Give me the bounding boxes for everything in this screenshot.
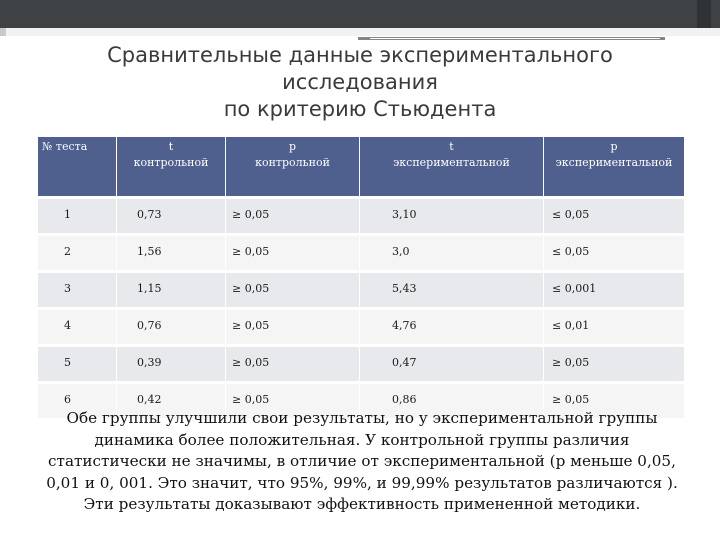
header-t-experimental-symbol: t (449, 140, 454, 153)
cell-p-experimental: ≥ 0,05 (544, 383, 685, 419)
cell-p-control: ≥ 0,05 (226, 272, 360, 309)
top-decor-gap (0, 28, 720, 36)
cell-p-experimental: ≤ 0,05 (544, 198, 685, 235)
top-decor-bar (0, 0, 720, 28)
cell-test-number: 4 (38, 309, 117, 346)
cell-t-control: 1,15 (117, 272, 226, 309)
header-p-experimental (544, 137, 685, 198)
table-row (38, 272, 685, 309)
header-p-experimental-label: экспериментальной (555, 156, 673, 169)
header-t-control-label: контрольной (133, 156, 209, 169)
cell-test-number: 3 (38, 272, 117, 309)
cell-t-control: 0,39 (117, 346, 226, 383)
slide-title: Сравнительные данные экспериментального исследования по критерию Стьюдента (107, 43, 613, 121)
cell-p-experimental: ≥ 0,05 (544, 346, 685, 383)
cell-p-control: ≥ 0,05 (226, 235, 360, 272)
header-t-control-symbol: t (168, 140, 174, 153)
cell-t-control: 0,42 (117, 383, 226, 419)
cell-p-control: ≥ 0,05 (226, 198, 360, 235)
table-row (38, 309, 685, 346)
left-accent-decor (0, 28, 6, 36)
cell-t-experimental: 0,47 (360, 346, 544, 383)
conclusion-text: Обе группы улучшили свои результаты, но у экспериментальной группы динамика более положительная. У контрольной группы различия статистически не значимы, в отличие от экспериментальной (р меньше 0,05, 0,01 и 0, 001. Это значит, что 95%, 99%, и 99,99% результатов различаются ). Эти результаты доказывают эффективность примененной методики. (46, 409, 678, 513)
cell-p-control: ≥ 0,05 (226, 346, 360, 383)
cell-t-experimental: 3,0 (360, 235, 544, 272)
cell-t-experimental: 0,86 (360, 383, 544, 419)
cell-p-experimental: ≤ 0,01 (544, 309, 685, 346)
top-corner-decor (697, 0, 711, 28)
cell-test-number: 5 (38, 346, 117, 383)
cell-t-control: 0,73 (117, 198, 226, 235)
header-p-control-label: контрольной (255, 156, 330, 169)
table-row (38, 198, 685, 235)
cell-test-number: 1 (38, 198, 117, 235)
results-table (37, 136, 685, 418)
cell-test-number: 6 (38, 383, 117, 419)
cell-t-control: 1,56 (117, 235, 226, 272)
header-p-experimental-symbol: p (610, 140, 618, 153)
cell-p-control: ≥ 0,05 (226, 383, 360, 419)
table-row (38, 346, 685, 383)
table-row (38, 235, 685, 272)
header-p-control (226, 137, 360, 198)
cell-p-experimental: ≤ 0,05 (544, 235, 685, 272)
title-decor-line-highlight (370, 38, 660, 39)
cell-t-control: 0,76 (117, 309, 226, 346)
cell-test-number: 2 (38, 235, 117, 272)
header-test-number-label: № теста (42, 140, 88, 153)
header-t-experimental-label: экспериментальной (393, 156, 510, 169)
header-p-control-symbol: p (288, 140, 297, 153)
table-header-row (38, 137, 685, 198)
cell-p-experimental: ≤ 0,001 (544, 272, 685, 309)
header-t-experimental (360, 137, 544, 198)
header-test-number (38, 137, 117, 198)
cell-p-control: ≥ 0,05 (226, 309, 360, 346)
header-t-control (117, 137, 226, 198)
cell-t-experimental: 3,10 (360, 198, 544, 235)
cell-t-experimental: 4,76 (360, 309, 544, 346)
cell-t-experimental: 5,43 (360, 272, 544, 309)
